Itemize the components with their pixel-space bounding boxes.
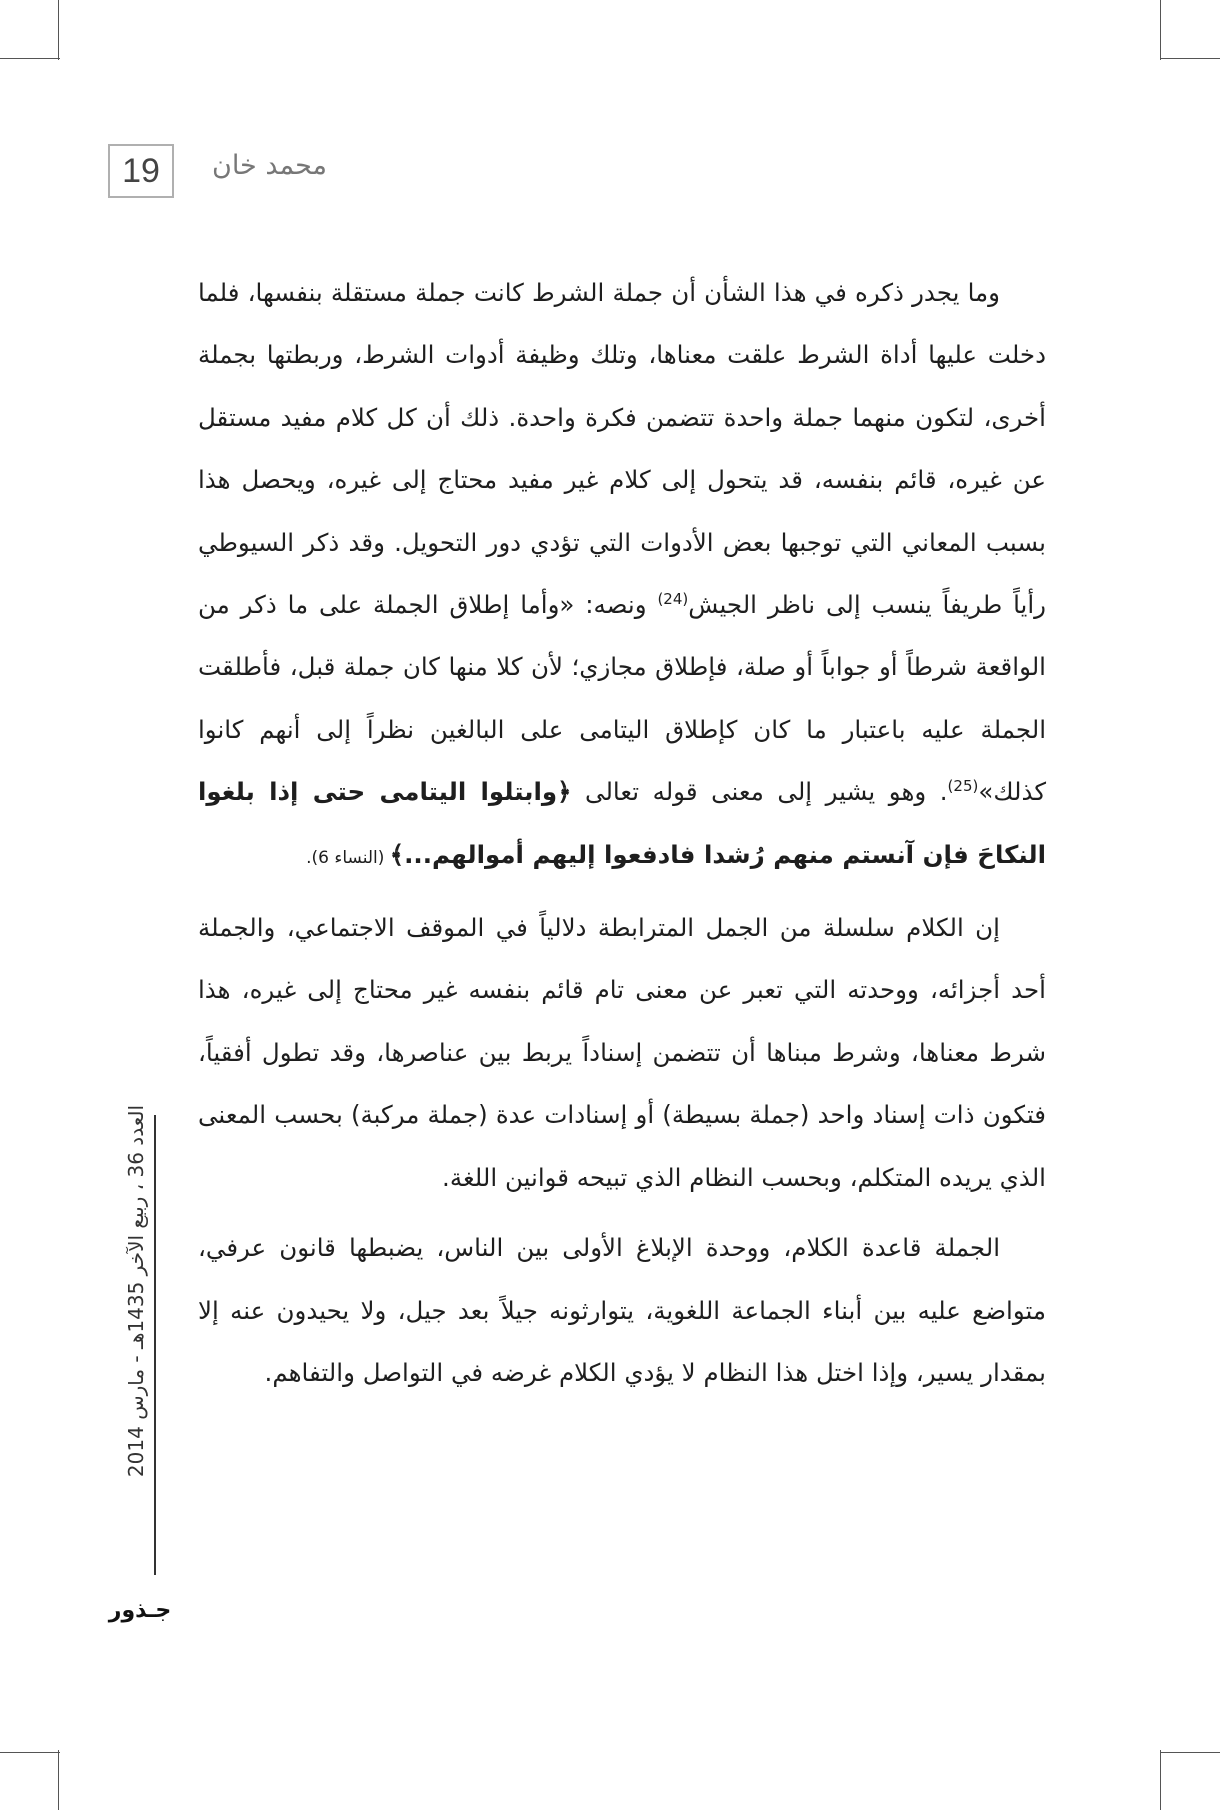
paragraph-1-text-c: . وهو يشير إلى معنى قوله تعالى [571, 777, 948, 807]
footnote-ref-24[interactable]: (24) [657, 589, 689, 608]
side-rule-divider [154, 1115, 156, 1575]
crop-mark-top-right [1160, 0, 1161, 60]
article-body [198, 262, 1046, 1404]
page-number: 19 [108, 144, 174, 198]
crop-mark-bottom-left-h [0, 1752, 60, 1753]
paragraph-3: الجملة قاعدة الكلام، ووحدة الإبلاغ الأولى بين الناس، يضبطها قانون عرفي، متواضع عليه بين أبناء الجماعة اللغوية، يتوارثونه جيلاً بعد جيل، ولا يحيدون عنه إلا بمقدار يسير، وإذا اختل هذا النظام لا يؤدي الكلام غرضه في التواصل والتفاهم. [198, 1233, 1046, 1387]
quran-verse: ﴿وابتلوا اليتامى حتى إذا بلغوا النكاحَ فإن آنستم منهم رُشدا فادفعوا إليهم أموالهم...﴾ [198, 777, 1046, 869]
crop-mark-top-left-h [0, 58, 60, 59]
paragraph-1 [198, 262, 1046, 889]
footnote-ref-25[interactable]: (25) [947, 777, 979, 796]
paragraph-1-text-a: وما يجدر ذكره في هذا الشأن أن جملة الشرط كانت جملة مستقلة بنفسها، فلما دخلت عليها أداة الشرط علقت معناها، وتلك وظيفة أدوات الشرط، وربطتها بجملة أخرى، لتكون منهما جملة واحدة تتضمن فكرة واحدة. ذلك أن كل كلام مفيد مستقل عن غيره، قائم بنفسه، قد يتحول إلى كلام غير مفيد محتاج إلى غيره، ويحصل هذا بسبب المعاني التي توجبها بعض الأدوات التي تؤدي دور التحويل. وقد ذكر السيوطي رأياً طريفاً ينسب إلى ناظر الجيش [198, 278, 1047, 620]
crop-mark-bottom-right [1160, 1750, 1161, 1810]
running-header-author: محمد خان [212, 150, 328, 181]
journal-logo: جـذور [108, 1598, 172, 1623]
crop-mark-bottom-right-h [1160, 1752, 1220, 1753]
issue-info: العدد 36 ، ربيع الآخر 1435هـ - مارس 2014 [124, 1105, 148, 1478]
crop-mark-top-right-h [1160, 58, 1220, 59]
crop-mark-top-left [58, 0, 59, 60]
paragraph-1-text-b: ونصه: «وأما إطلاق الجملة على ما ذكر من الواقعة شرطاً أو جواباً أو صلة، فإطلاق مجازي؛ لأن كلا منها كان جملة قبل، فأطلقت الجملة عليه باعتبار ما كان كإطلاق اليتامى على البالغين نظراً إلى أنهم كانوا كذلك» [198, 590, 1046, 807]
verse-reference: (النساء 6). [306, 847, 390, 868]
paragraph-2: إن الكلام سلسلة من الجمل المترابطة دلالياً في الموقف الاجتماعي، والجملة أحد أجزائه، ووحدته التي تعبر عن معنى تام قائم بنفسه غير محتاج إلى غيره، هذا شرط معناها، وشرط مبناها أن تتضمن إسناداً يربط بين عناصرها، وقد تطول أفقياً، فتكون ذات إسناد واحد (جملة بسيطة) أو إسنادات عدة (جملة مركبة) بحسب المعنى الذي يريده المتكلم، وبحسب النظام الذي تبيحه قوانين اللغة. [198, 913, 1046, 1192]
crop-mark-bottom-left [58, 1750, 59, 1810]
